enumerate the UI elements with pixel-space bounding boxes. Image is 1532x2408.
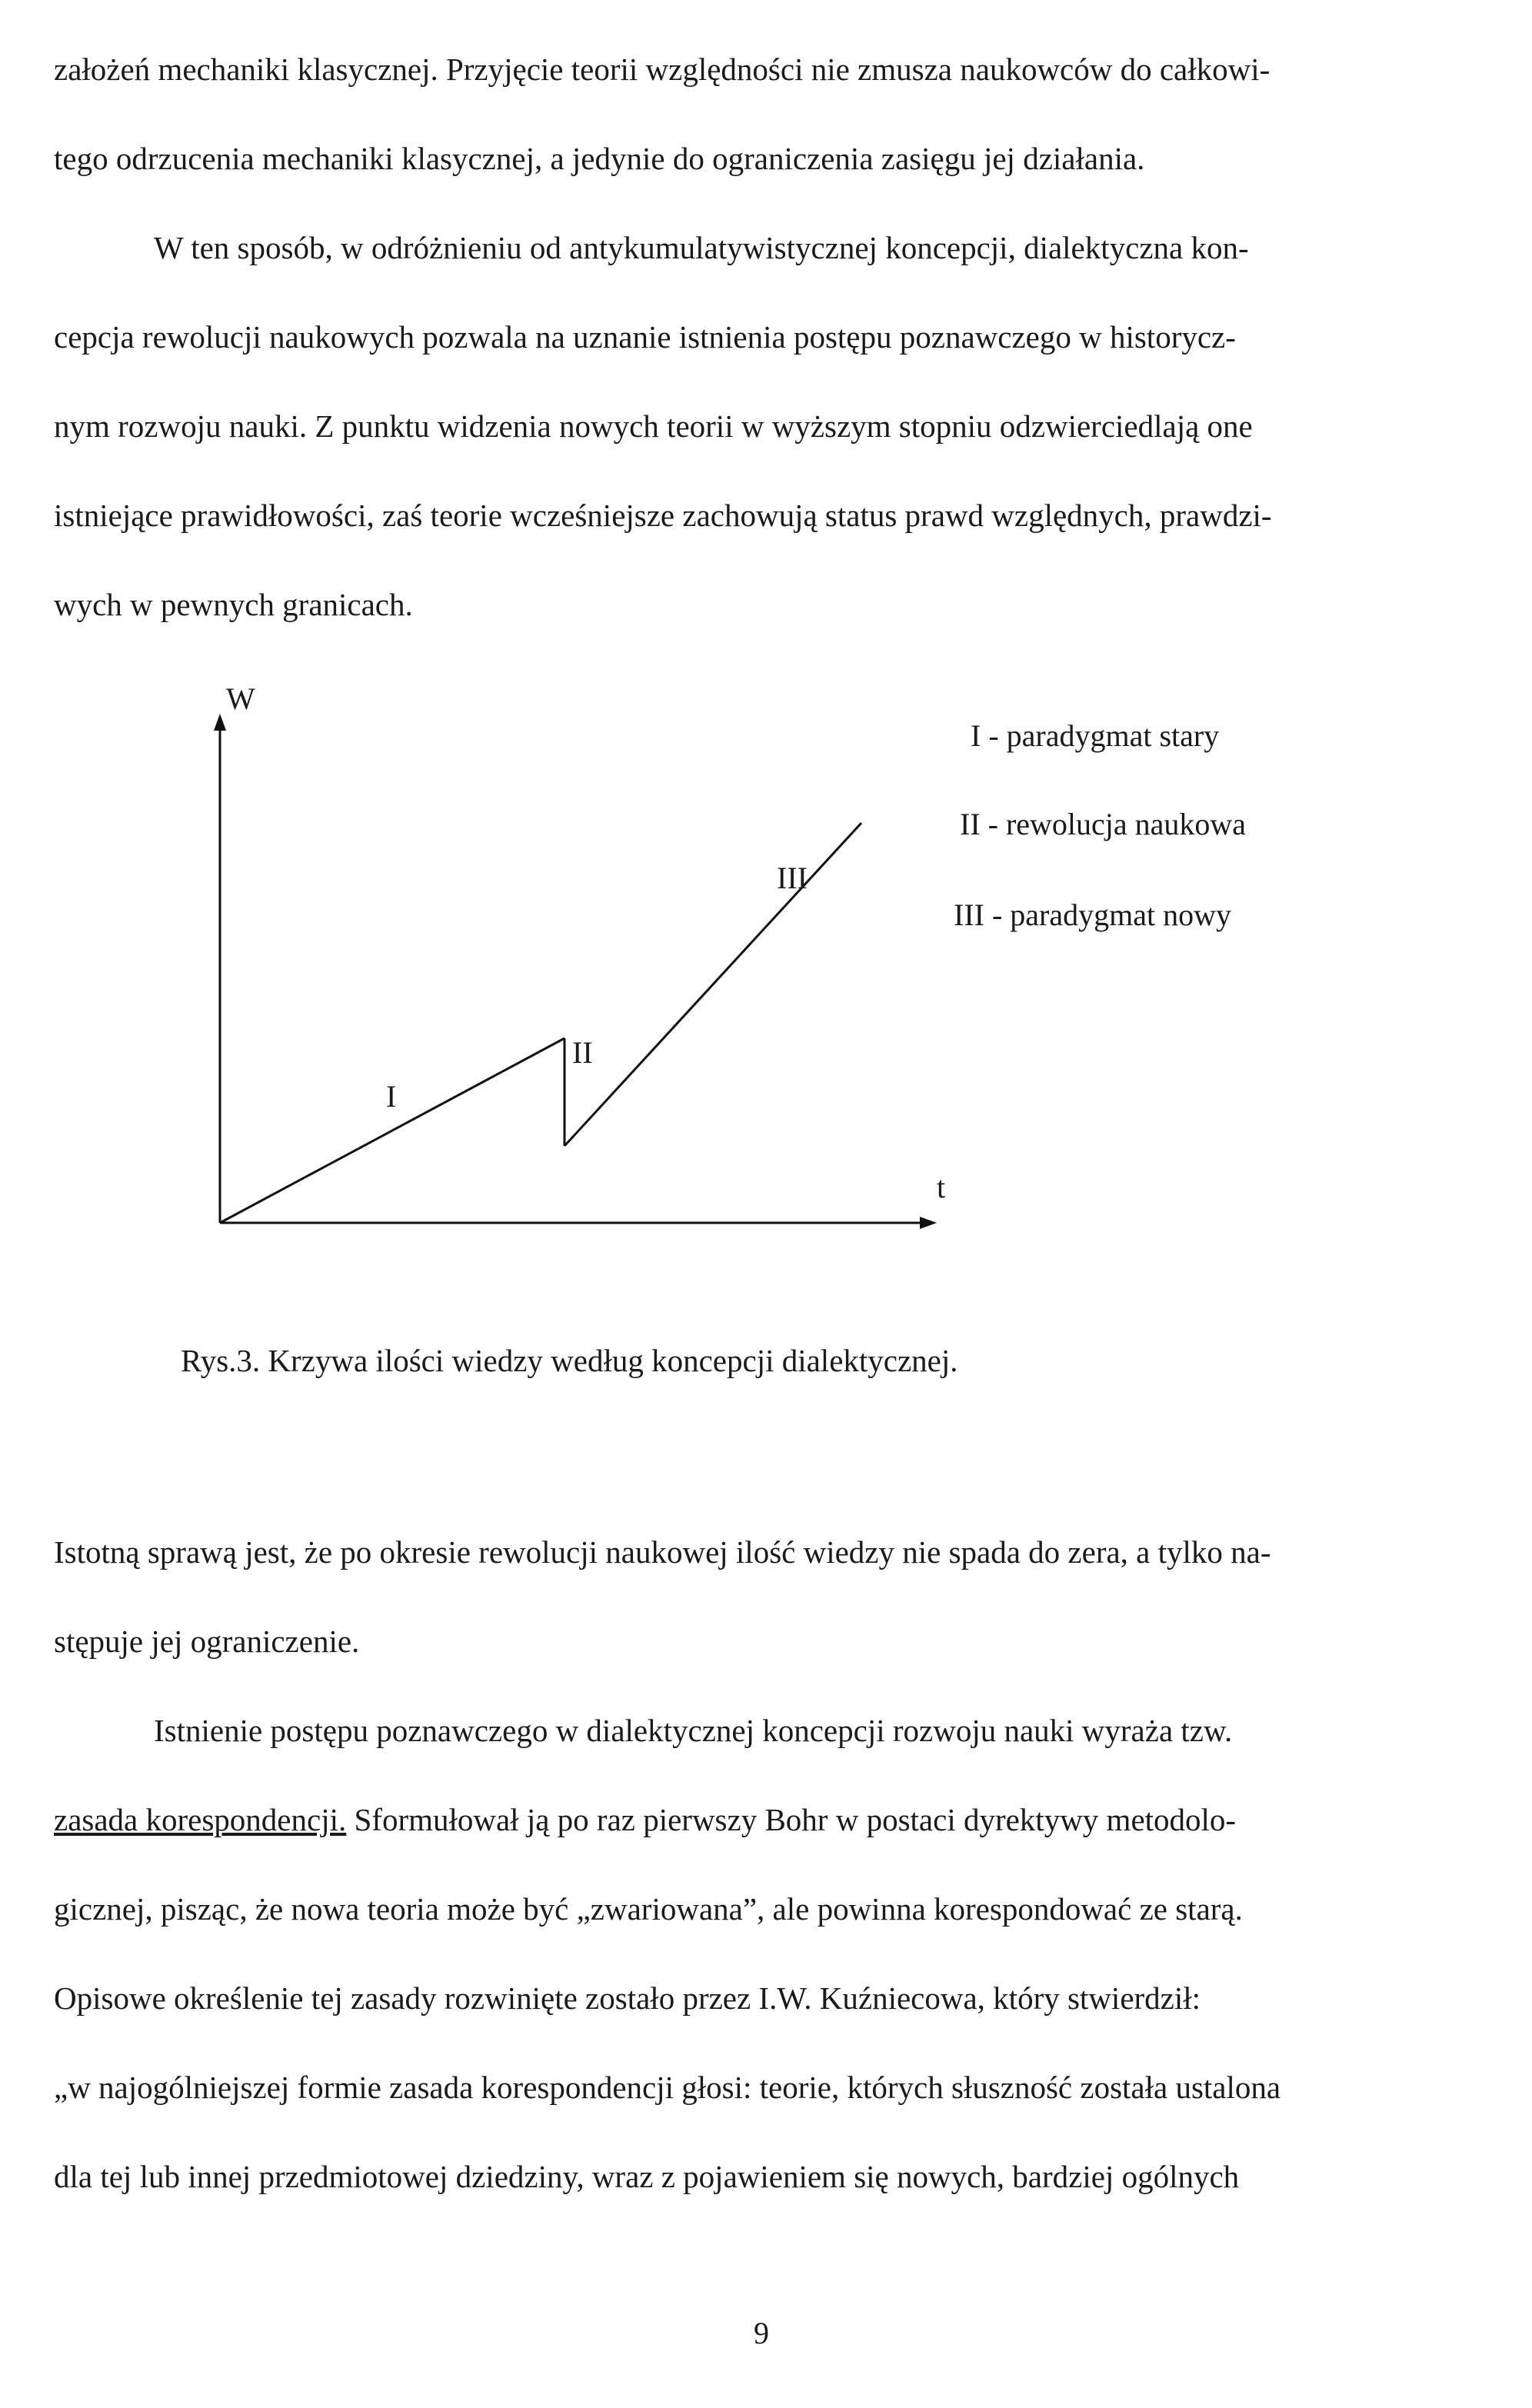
text-line: „w najogólniejszej formie zasada korespondencji głosi: teorie, których słuszność została ustalona [54,2070,1281,2105]
top-text-block [54,25,1484,649]
text-line: założeń mechaniki klasycznej. Przyjęcie teorii względności nie zmusza naukowców do całkowi- [54,52,1271,87]
x-axis-label: t [937,1170,946,1204]
paragraph-3 [54,1507,1484,1686]
knowledge-curve-figure [154,669,1384,1269]
underlined-term: zasada korespondencji. [54,1802,347,1837]
paragraph-4 [54,1686,1484,2221]
text-line: nym rozwoju nauki. Z punktu widzenia nowych teorii w wyższym stopniu odzwierciedlają one [54,408,1253,444]
text-line: gicznej, pisząc, że nowa teoria może być „zwariowana”, ale powinna korespondować ze starą. [54,1891,1243,1927]
bottom-text-block [54,1507,1484,2221]
segment-III-label: III [777,861,808,895]
text-line: tego odrzucenia mechaniki klasycznej, a jedynie do ograniczenia zasięgu jej działania. [54,141,1145,176]
legend-item-revolution: II - rewolucja naukowa [960,807,1247,841]
y-axis-label: W [226,681,255,716]
segment-I-line [220,1038,565,1223]
text-line: W ten sposób, w odróżnieniu od antykumulatywistycznej koncepcji, dialektyczna kon- [154,230,1249,265]
diagram-svg [154,669,1384,1269]
text-line: wych w pewnych granicach. [54,587,413,622]
page-number: 9 [754,2316,769,2350]
y-axis-arrow [214,714,226,731]
segment-II-label: II [572,1035,593,1070]
text-line: stępuje jej ograniczenie. [54,1624,360,1659]
legend-item-old-paradigm: I - paradygmat stary [971,718,1220,753]
segment-III-line [565,823,861,1146]
segment-I-label: I [386,1079,397,1114]
text-line: Opisowe określenie tej zasady rozwinięte zostało przez I.W. Kuźniecowa, który stwierdził: [54,1980,1201,2016]
text-line: istniejące prawidłowości, zaś teorie wcześniejsze zachowują status prawd względnych, prawdzi- [54,498,1272,533]
text-line: dla tej lub innej przedmiotowej dziedziny, wraz z pojawieniem się nowych, bardziej ogólnych [54,2159,1240,2194]
figure-caption: Rys.3. Krzywa ilości wiedzy według koncepcji dialektycznej. [181,1343,958,1378]
text-line: Istnienie postępu poznawczego w dialektycznej koncepcji rozwoju nauki wyraża tzw. [154,1713,1233,1748]
paragraph-1 [54,25,1484,203]
paragraph-2 [54,203,1484,649]
text-line: Istotną sprawą jest, że po okresie rewolucji naukowej ilość wiedzy nie spada do zera, a tylko na- [54,1534,1271,1570]
legend-item-new-paradigm: III - paradygmat nowy [954,898,1231,932]
text-line: Sformułował ją po raz pierwszy Bohr w postaci dyrektywy metodolo- [354,1802,1237,1837]
x-axis-arrow [920,1217,937,1229]
text-line: cepcja rewolucji naukowych pozwala na uznanie istnienia postępu poznawczego w historycz- [54,319,1236,355]
